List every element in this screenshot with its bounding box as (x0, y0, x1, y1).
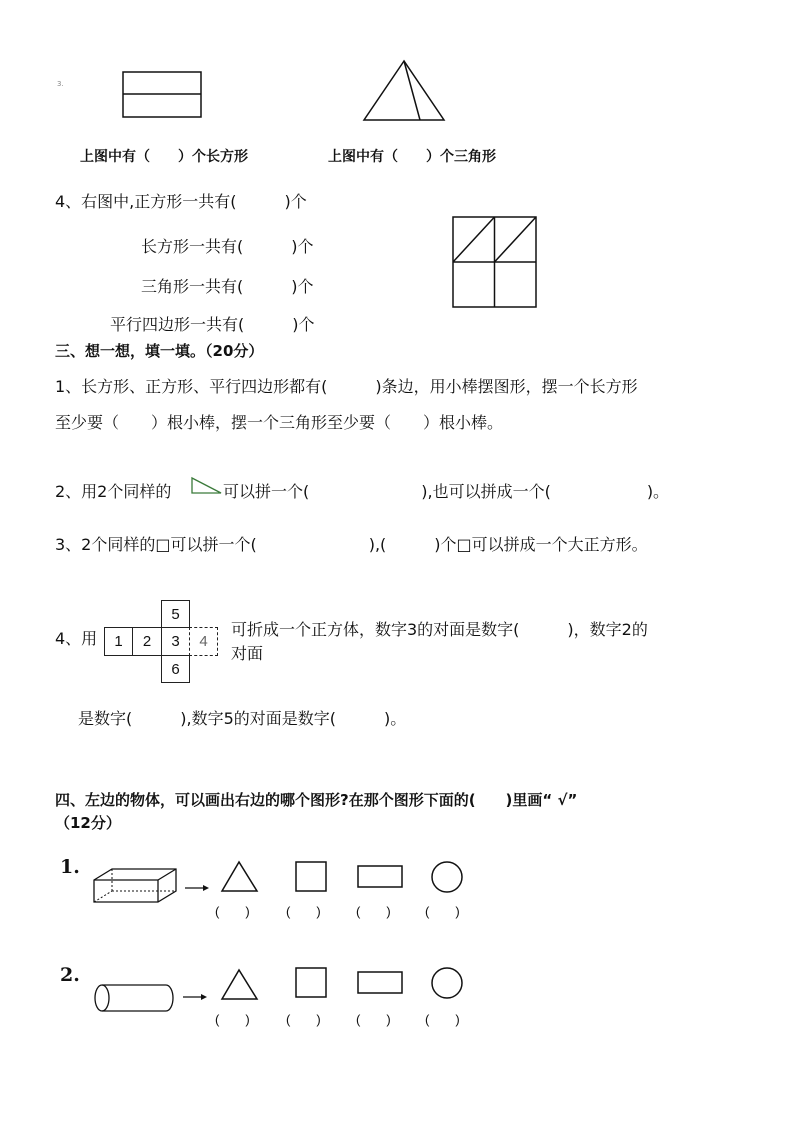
s3-q1-line2: 至少要（ ）根小棒，摆一个三角形至少要（ ）根小棒。 (55, 413, 504, 432)
answer-paren[interactable]: ( ) (425, 904, 460, 919)
rectangle-option (356, 864, 406, 890)
answer-paren[interactable]: ( ) (286, 1012, 321, 1027)
answer-paren[interactable]: ( ) (356, 904, 391, 919)
s3-q2-lead: 2、用2个同样的 (55, 482, 172, 501)
answer-paren[interactable]: ( ) (215, 1012, 250, 1027)
q4-rectangles-line: 长方形一共有( )个 (141, 237, 314, 256)
right-triangle-icon (190, 476, 224, 496)
square-option (294, 966, 330, 1000)
net-cell: 1 (104, 627, 133, 656)
triangle-option (220, 860, 260, 894)
section-4-heading: 四、左边的物体，可以画出右边的哪个图形?在那个图形下面的( )里画“ √” (55, 791, 578, 809)
q4-triangles-line: 三角形一共有( )个 (141, 277, 314, 296)
net-cell: 2 (132, 627, 162, 656)
net-cell-bottom: 6 (161, 655, 190, 683)
triangle-option (220, 968, 260, 1002)
answer-paren[interactable]: ( ) (425, 1012, 460, 1027)
q4-parallelograms-line: 平行四边形一共有( )个 (110, 315, 315, 334)
section-3-heading: 三、想一想，填一填。（20分） (55, 342, 264, 360)
grid-figure (452, 216, 538, 310)
circle-option (430, 860, 466, 896)
s3-q4-line2: 是数字( ),数字5的对面是数字( )。 (78, 709, 407, 728)
answer-paren[interactable]: ( ) (356, 1012, 391, 1027)
page-mark: 3. (57, 80, 64, 88)
s3-q4-text2: 对面 (231, 644, 264, 663)
s3-q1-line1: 1、长方形、正方形、平行四边形都有( )条边，用小棒摆图形，摆一个长方形 (55, 377, 638, 396)
s4-q1-label: 1. (60, 856, 80, 878)
square-option (294, 860, 330, 894)
rectangle-figure (120, 70, 204, 120)
net-cell: 3 (161, 627, 190, 656)
answer-paren[interactable]: ( ) (286, 904, 321, 919)
s3-q4-text1: 可折成一个正方体，数字3的对面是数字( )，数字2的 (231, 620, 648, 639)
s3-q3-line: 3、2个同样的□可以拼一个( ),( )个□可以拼成一个大正方形。 (55, 535, 648, 554)
s3-q2-rest: 可以拼一个( ),也可以拼成一个( )。 (223, 482, 670, 501)
cuboid-figure (90, 866, 210, 906)
rectangle-option (356, 970, 406, 996)
answer-paren[interactable]: ( ) (215, 904, 250, 919)
q4-squares-line: 4、右图中,正方形一共有( )个 (55, 192, 307, 211)
s4-q2-label: 2. (60, 964, 80, 986)
circle-option (430, 966, 466, 1002)
s3-q4-lead: 4、用 (55, 629, 98, 648)
q3-triangle-question: 上图中有（ ）个三角形 (328, 149, 496, 165)
net-cell-top: 5 (161, 600, 190, 628)
q3-rectangle-question: 上图中有（ ）个长方形 (80, 149, 248, 165)
triangle-figure (360, 58, 448, 124)
net-cell: 4 (189, 627, 218, 656)
section-4-score: （12分） (55, 814, 121, 832)
cylinder-figure (92, 982, 212, 1018)
